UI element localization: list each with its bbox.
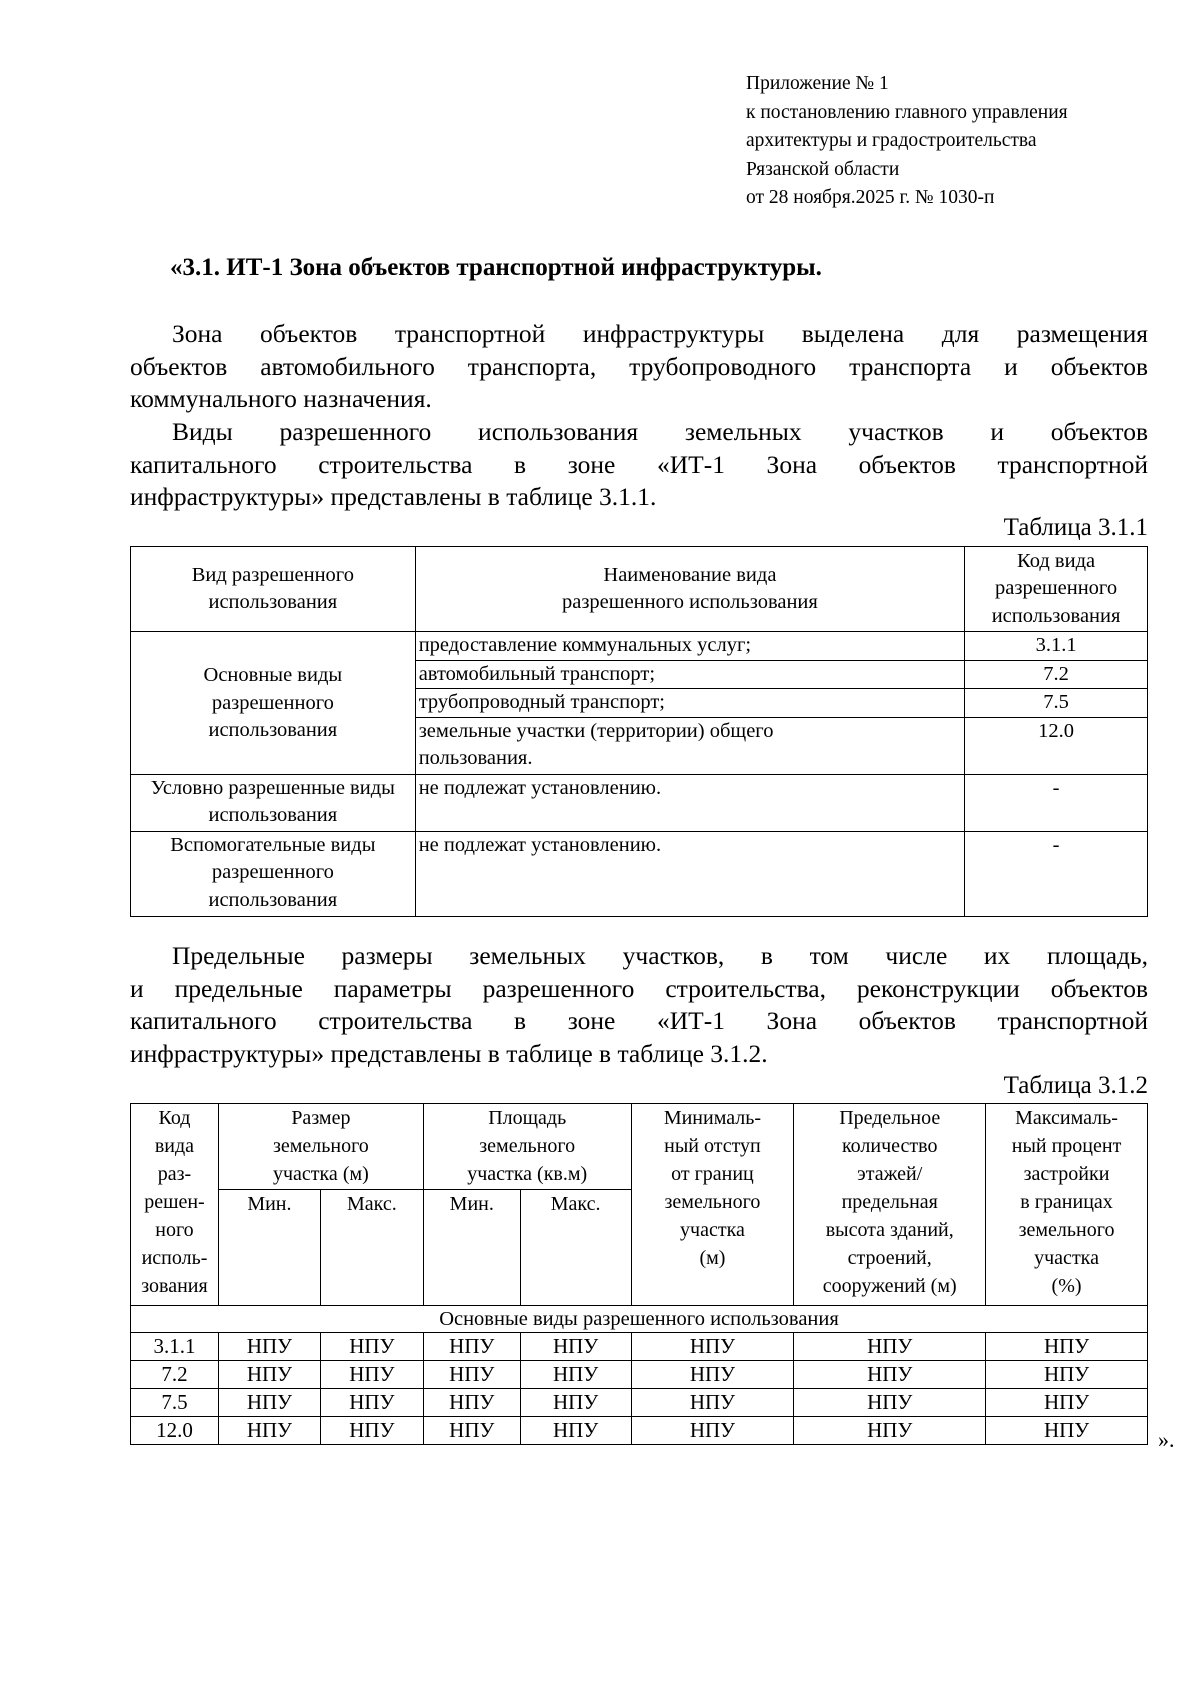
table-row (131, 632, 1148, 661)
paragraph-zone-description (130, 318, 1148, 416)
table-row (131, 1333, 1148, 1361)
row-code: 12.0 (131, 1417, 219, 1445)
cell-value: НПУ (986, 1333, 1148, 1361)
appendix-line: архитектуры и градостроительства (746, 130, 1037, 151)
cell-value: НПУ (986, 1417, 1148, 1445)
table-row (131, 1389, 1148, 1417)
header-code: Код вида раз- решен- ного исполь- зования (131, 1104, 219, 1306)
cell-value: НПУ (794, 1333, 986, 1361)
use-name: земельные участки (территории) общего пользования. (415, 717, 964, 774)
cell-value: НПУ (218, 1389, 320, 1417)
table-section-row (131, 1306, 1148, 1333)
group-main: Основные виды разрешенного использования (131, 632, 416, 775)
cell-value: НПУ (218, 1333, 320, 1361)
header-size-min: Мин. (218, 1190, 320, 1306)
cell-value: НПУ (794, 1417, 986, 1445)
cell-value: НПУ (320, 1361, 423, 1389)
appendix-header (746, 70, 1166, 213)
paragraph-line: капитального строительства в зоне «ИТ-1 Зона объектов транспортной (130, 1006, 1148, 1035)
paragraph-line: Виды разрешенного использования земельных участков и объектов (172, 417, 1148, 446)
header-size-max: Макс. (320, 1190, 423, 1306)
paragraph-line: капитального строительства в зоне «ИТ-1 Зона объектов транспортной (130, 449, 1148, 479)
paragraph-line: Предельные размеры земельных участков, в том числе их площадь, (172, 941, 1148, 970)
cell-value: НПУ (794, 1361, 986, 1389)
header-use-code: Код вида разрешенного использования (965, 547, 1148, 632)
cell-value: НПУ (631, 1361, 794, 1389)
table-header-row (131, 1104, 1148, 1190)
cell-value: НПУ (986, 1389, 1148, 1417)
header-area-min: Мин. (423, 1190, 520, 1306)
header-min-offset: Минималь- ный отступ от границ земельного участка (м) (631, 1104, 794, 1306)
header-max-percent: Максималь- ный процент застройки в границах земельного участка (%) (986, 1104, 1148, 1306)
cell-value: НПУ (520, 1361, 631, 1389)
table-row (131, 1417, 1148, 1445)
closing-quote: ». (1158, 1427, 1175, 1452)
row-code: 7.2 (131, 1361, 219, 1389)
use-name: не подлежат установлению. (415, 774, 964, 831)
cell-value: НПУ (320, 1333, 423, 1361)
use-name: трубопроводный транспорт; (415, 689, 964, 718)
use-code: 7.2 (965, 660, 1148, 689)
section-heading: «3.1. ИТ-1 Зона объектов транспортной инфраструктуры. (170, 254, 822, 281)
paragraph-line: объектов автомобильного транспорта, трубопроводного транспорта и объектов (130, 351, 1148, 381)
group-conditional: Условно разрешенные виды использования (131, 774, 416, 831)
header-plot-area: Площадь земельного участка (кв.м) (423, 1104, 631, 1190)
cell-value: НПУ (631, 1333, 794, 1361)
cell-value: НПУ (520, 1333, 631, 1361)
header-plot-size: Размер земельного участка (м) (218, 1104, 423, 1190)
paragraph-line: коммунального назначения. (130, 384, 432, 413)
section-label: Основные виды разрешенного использования (131, 1306, 1148, 1333)
cell-value: НПУ (218, 1417, 320, 1445)
cell-value: НПУ (520, 1417, 631, 1445)
table-permitted-use (130, 546, 1148, 917)
header-use-type: Вид разрешенного использования (131, 547, 416, 632)
appendix-line: Рязанской области (746, 158, 900, 180)
cell-value: НПУ (423, 1389, 520, 1417)
use-code: 12.0 (965, 717, 1148, 774)
row-code: 7.5 (131, 1389, 219, 1417)
row-code: 3.1.1 (131, 1333, 219, 1361)
table-limit-parameters (130, 1103, 1148, 1445)
paragraph-line: инфраструктуры» представлены в таблице в таблице 3.1.2. (130, 1038, 768, 1068)
cell-value: НПУ (423, 1333, 520, 1361)
cell-value: НПУ (218, 1361, 320, 1389)
cell-value: НПУ (320, 1389, 423, 1417)
paragraph-limit-parameters (130, 940, 1148, 1070)
table2-caption: Таблица 3.1.2 (1003, 1072, 1148, 1099)
use-name: предоставление коммунальных услуг; (415, 632, 964, 661)
appendix-line: к постановлению главного управления (746, 101, 1068, 123)
table-header-row (131, 547, 1148, 632)
use-code: - (965, 831, 1148, 916)
group-auxiliary: Вспомогательные виды разрешенного использования (131, 831, 416, 916)
paragraph-permitted-use (130, 416, 1148, 514)
cell-value: НПУ (794, 1389, 986, 1417)
table-row (131, 831, 1148, 916)
use-code: 3.1.1 (965, 632, 1148, 661)
use-code: - (965, 774, 1148, 831)
use-name: не подлежат установлению. (415, 831, 964, 916)
header-use-name: Наименование вида разрешенного использования (415, 547, 964, 632)
cell-value: НПУ (423, 1417, 520, 1445)
paragraph-line: и предельные параметры разрешенного строительства, реконструкции объектов (130, 973, 1148, 1003)
cell-value: НПУ (986, 1361, 1148, 1389)
header-max-floors: Предельное количество этажей/ предельная высота зданий, строений, сооружений (м) (794, 1104, 986, 1306)
header-area-max: Макс. (520, 1190, 631, 1306)
table-row (131, 774, 1148, 831)
cell-value: НПУ (631, 1389, 794, 1417)
table-row (131, 1361, 1148, 1389)
appendix-line: от 28 ноября.2025 г. № 1030-п (746, 187, 995, 208)
cell-value: НПУ (631, 1417, 794, 1445)
table1-caption: Таблица 3.1.1 (1003, 514, 1148, 541)
cell-value: НПУ (423, 1361, 520, 1389)
appendix-line: Приложение № 1 (746, 73, 889, 94)
cell-value: НПУ (320, 1417, 423, 1445)
cell-value: НПУ (520, 1389, 631, 1417)
paragraph-line: инфраструктуры» представлены в таблице 3.1.1. (130, 482, 657, 511)
paragraph-line: Зона объектов транспортной инфраструктуры выделена для размещения (172, 319, 1148, 348)
use-name: автомобильный транспорт; (415, 660, 964, 689)
use-code: 7.5 (965, 689, 1148, 718)
